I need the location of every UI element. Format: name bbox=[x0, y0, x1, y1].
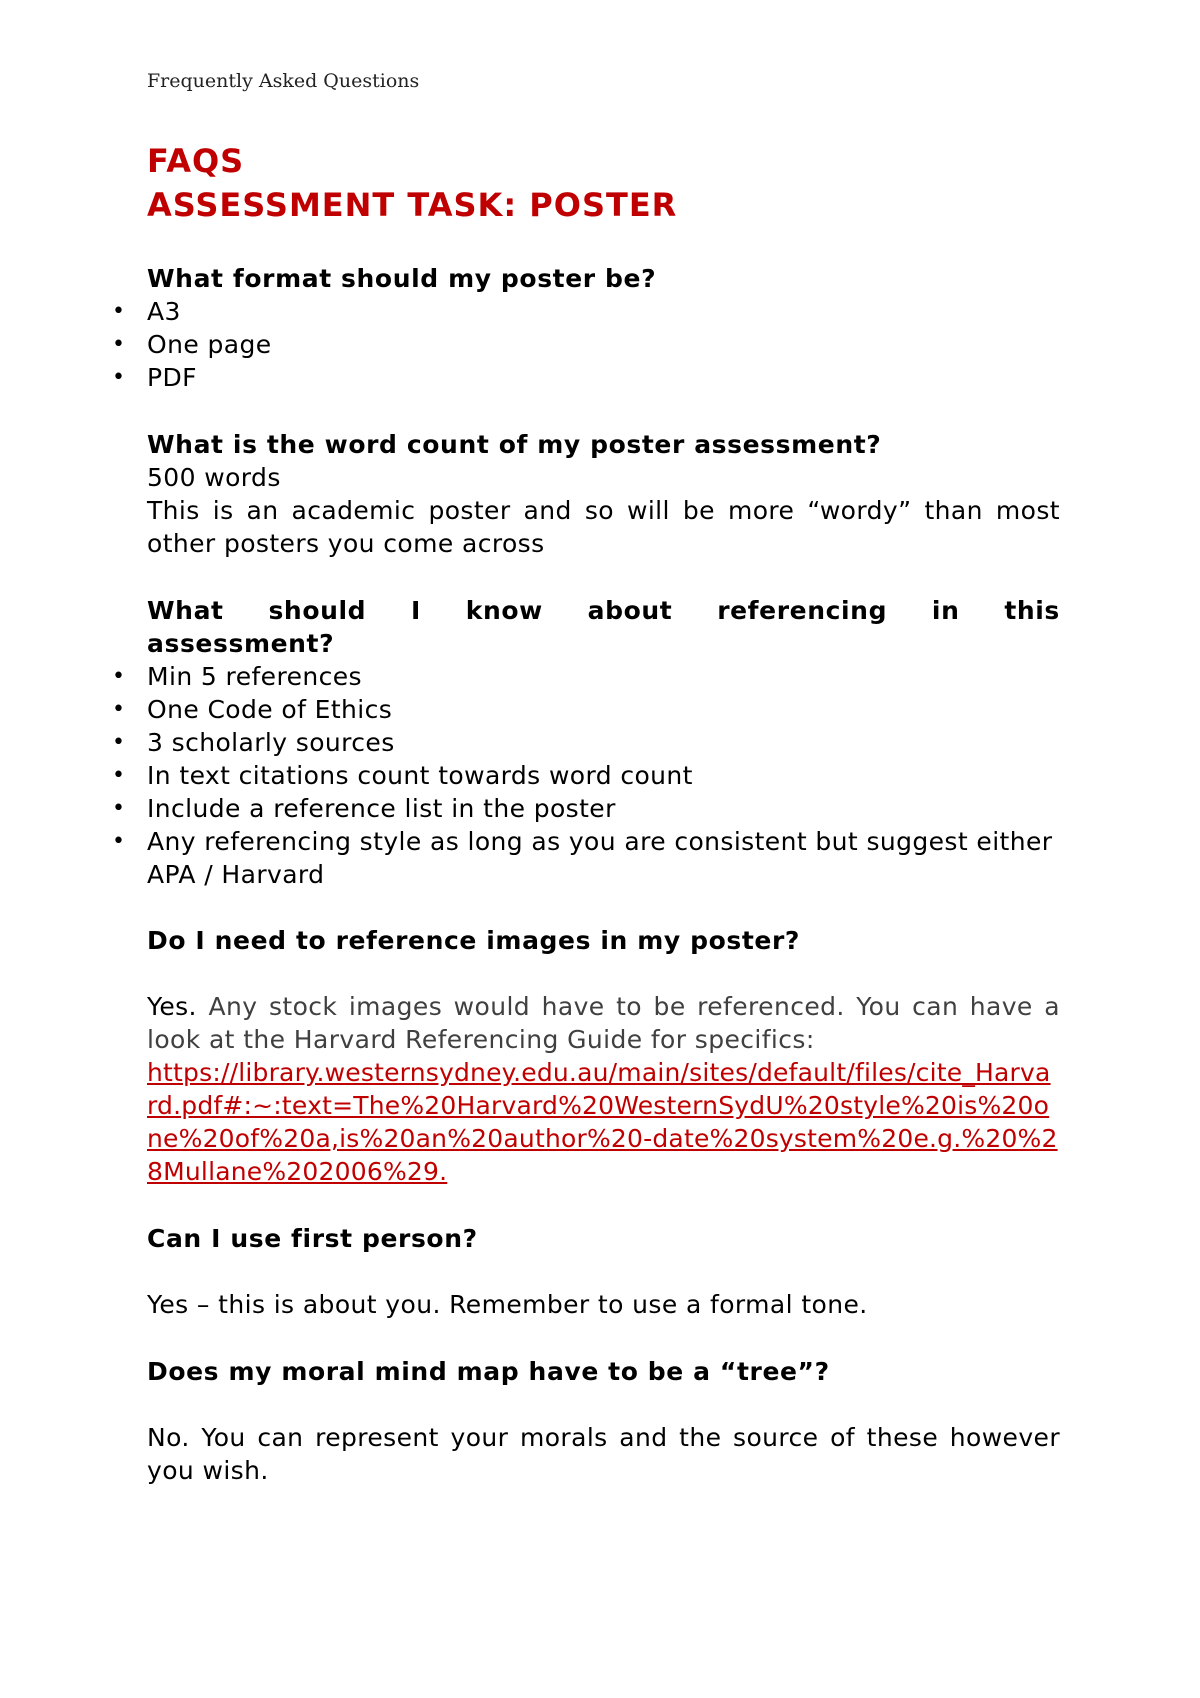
list-item: • In text citations count towards word count bbox=[112, 761, 693, 790]
bullet-icon: • bbox=[112, 664, 126, 689]
bullet-icon: • bbox=[112, 796, 126, 821]
answer-first-person: Yes – this is about you. Remember to use a formal tone. bbox=[147, 1290, 868, 1319]
bullet-icon: • bbox=[112, 730, 126, 755]
bullet-icon: • bbox=[112, 332, 126, 357]
referencing-list bbox=[112, 660, 1060, 891]
list-item: • One page bbox=[112, 330, 272, 359]
bullet-icon: • bbox=[112, 299, 126, 324]
list-item: • 3 scholarly sources bbox=[112, 728, 395, 757]
section-word-count bbox=[147, 428, 1060, 560]
title-assessment-task: ASSESSMENT TASK: POSTER bbox=[147, 186, 678, 224]
list-item: • Any referencing style as long as you are consistent but suggest either APA / Harvard bbox=[112, 827, 1053, 889]
title-faqs: FAQS bbox=[147, 142, 245, 180]
format-list bbox=[112, 295, 1060, 394]
question-format: What format should my poster be? bbox=[147, 264, 657, 293]
section-referencing bbox=[112, 594, 1060, 891]
harvard-guide-link[interactable]: https://library.westernsydney.edu.au/main/sites/default/files/cite_Harvard.pdf#:~:text=The%20Harvard%20WesternSydU%20style%20is%20one%20of%20a,is%20an%20author%20-date%20system%20e.g.%20%28Mullane%202006%29. bbox=[147, 1058, 1058, 1186]
question-referencing-tail: assessment? bbox=[147, 629, 335, 658]
list-item: • Include a reference list in the poster bbox=[112, 794, 616, 823]
bullet-icon: • bbox=[112, 763, 126, 788]
question-first-person: Can I use first person? bbox=[147, 1224, 478, 1253]
section-mind-map bbox=[147, 1355, 1060, 1487]
question-word-count: What is the word count of my poster assessment? bbox=[147, 430, 882, 459]
section-images bbox=[147, 924, 1060, 1188]
question-referencing: What should I know about referencing in this bbox=[147, 596, 1060, 625]
section-first-person bbox=[147, 1222, 1060, 1321]
answer-word-count: 500 words bbox=[147, 463, 281, 492]
section-format bbox=[112, 262, 1060, 394]
question-mind-map: Does my moral mind map have to be a “tree”? bbox=[147, 1357, 830, 1386]
list-item: • PDF bbox=[112, 363, 197, 392]
list-item: • Min 5 references bbox=[112, 662, 362, 691]
list-item: • A3 bbox=[112, 297, 181, 326]
running-header: Frequently Asked Questions bbox=[147, 70, 420, 92]
answer-images: Yes. Any stock images would have to be referenced. You can have a look at the Harvard Referencing Guide for specifics: bbox=[147, 992, 1060, 1054]
answer-wordy-note: This is an academic poster and so will be more “wordy” than most other posters you come across bbox=[147, 496, 1060, 558]
bullet-icon: • bbox=[112, 829, 126, 854]
answer-mind-map: No. You can represent your morals and the source of these however you wish. bbox=[147, 1423, 1060, 1485]
list-item: • One Code of Ethics bbox=[112, 695, 393, 724]
bullet-icon: • bbox=[112, 697, 126, 722]
question-images: Do I need to reference images in my poster? bbox=[147, 926, 800, 955]
bullet-icon: • bbox=[112, 365, 126, 390]
